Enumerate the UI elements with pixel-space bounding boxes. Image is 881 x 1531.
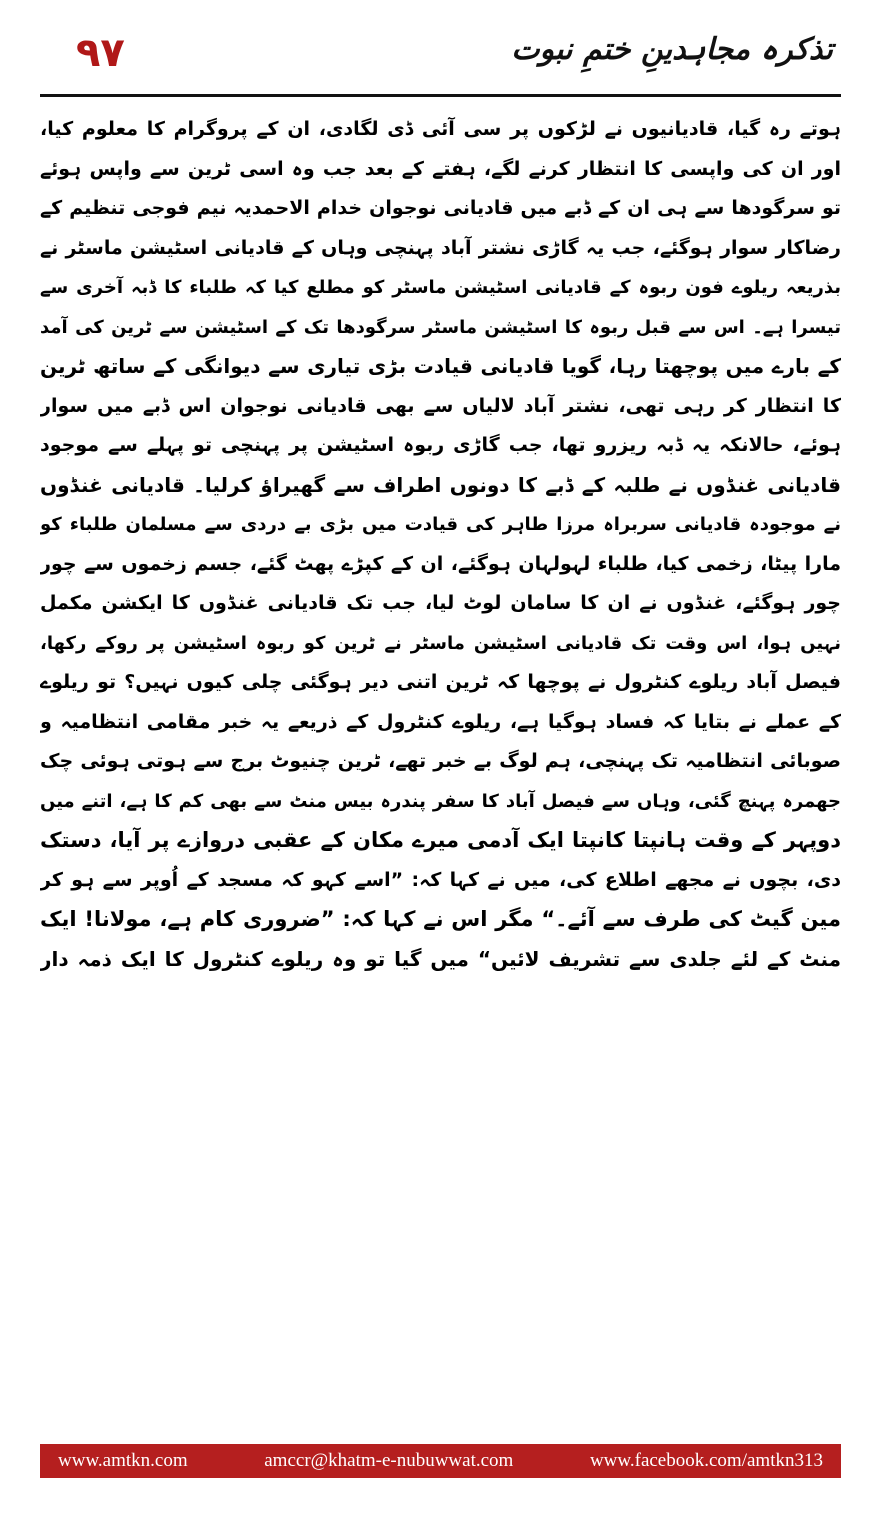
body-line: دی، بچوں نے مجھے اطلاع کی، میں نے کہا کہ: ”اسے کہو کہ مسجد کے اُوپر سے ہو کر — [40, 868, 841, 891]
footer-facebook-link[interactable]: www.facebook.com/amtkn313 — [589, 1450, 823, 1471]
page-body — [40, 110, 841, 1415]
body-line: فیصل آباد ریلوے کنٹرول نے پوچھا کہ ٹرین اتنی دیر ہوگئی چلی کیوں نہیں؟ تو ریلوے — [40, 671, 841, 693]
body-line: اور ان کی واپسی کا انتظار کرنے لگے، ہفتے کے بعد جب وہ اسی ٹرین سے واپس ہوئے — [40, 157, 841, 180]
footer-email-link[interactable]: amccr@khatm-e-nubuwwat.com — [264, 1450, 514, 1471]
body-line: دوپہر کے وقت ہانپتا کانپتا ایک آدمی میرے مکان کے عقبی دروازے پر آیا، دستک — [40, 828, 841, 852]
body-line: کے بارے میں پوچھتا رہا، گویا قادیانی قیادت بڑی تیاری سے دیوانگی کے ساتھ ٹرین — [40, 354, 841, 378]
body-line: ہوتے رہ گیا، قادیانیوں نے لڑکوں پر سی آئی ڈی لگادی، ان کے پروگرام کا معلوم کیا، — [40, 118, 841, 140]
body-line: تیسرا ہے۔ اس سے قبل ربوہ کا اسٹیشن ماسٹر سرگودھا تک کے اسٹیشن سے ٹرین کی آمد — [40, 316, 841, 338]
body-line: نے موجودہ قادیانی سربراہ مرزا طاہر کی قیادت میں بڑی بے دردی سے مسلمان طلباء کو — [40, 514, 841, 535]
body-line: صوبائی انتظامیہ تک پہنچی، ہم لوگ بے خبر تھے، ٹرین چنیوٹ برج سے ہوتی ہوئی چک — [40, 750, 841, 772]
body-line: جھمرہ پہنچ گئی، وہاں سے فیصل آباد کا سفر پندرہ بیس منٹ سے بھی کم کا ہے، اتنے میں — [40, 790, 841, 812]
body-line: رضاکار سوار ہوگئے، جب یہ گاڑی نشتر آباد پہنچی وہاں کے قادیانی اسٹیشن ماسٹر نے — [40, 236, 841, 259]
body-line: مارا پیٹا، زخمی کیا، طلباء لہولہان ہوگئے، ان کے کپڑے پھٹ گئے، جسم زخموں سے چور — [40, 552, 841, 575]
page-number: ۹۷ — [76, 30, 125, 76]
page-footer — [40, 1444, 841, 1478]
book-title: تذکرہ مجاہدینِ ختمِ نبوت — [511, 32, 833, 67]
body-line: کے عملے نے بتایا کہ فساد ہوگیا ہے، ریلوے کنٹرول کے ذریعے یہ خبر مقامی انتظامیہ و — [40, 710, 841, 733]
body-line: نہیں ہوا، اس وقت تک قادیانی اسٹیشن ماسٹر نے ٹرین کو ربوہ اسٹیشن پر روکے رکھا، — [40, 632, 841, 654]
body-line: منٹ کے لئے جلدی سے تشریف لائیں“ میں گیا تو وہ ریلوے کنٹرول کا ایک ذمہ دار — [40, 946, 841, 971]
footer-website-link[interactable]: www.amtkn.com — [58, 1450, 188, 1471]
body-line: بذریعہ ریلوے فون ربوہ کے قادیانی اسٹیشن ماسٹر کو مطلع کیا کہ طلباء کا ڈبہ آخری سے — [40, 277, 841, 298]
page-header — [40, 26, 841, 98]
body-line: ہوئے، حالانکہ یہ ڈبہ ریزرو تھا، جب گاڑی ربوہ اسٹیشن پر پہنچی تو پہلے سے موجود — [40, 434, 841, 456]
body-line: چور ہوگئے، غنڈوں نے ان کا سامان لوٹ لیا، جب تک قادیانی غنڈوں کا ایکشن مکمل — [40, 592, 841, 614]
body-line: تو سرگودھا سے ہی ان کے ڈبے میں قادیانی نوجوان خدام الاحمدیہ نیم فوجی تنظیم کے — [40, 197, 841, 219]
body-line: قادیانی غنڈوں نے طلبہ کے ڈبے کا دونوں اطراف سے گھیراؤ کرلیا۔ قادیانی غنڈوں — [40, 472, 841, 497]
body-line: کا انتظار کر رہی تھی، نشتر آباد لالیاں سے بھی قادیانی نوجوان اس ڈبے میں سوار — [40, 394, 841, 417]
body-line: مین گیٹ کی طرف سے آئے۔“ مگر اس نے کہا کہ: ”ضروری کام ہے، مولانا! ایک — [40, 907, 841, 931]
header-divider — [40, 94, 841, 97]
